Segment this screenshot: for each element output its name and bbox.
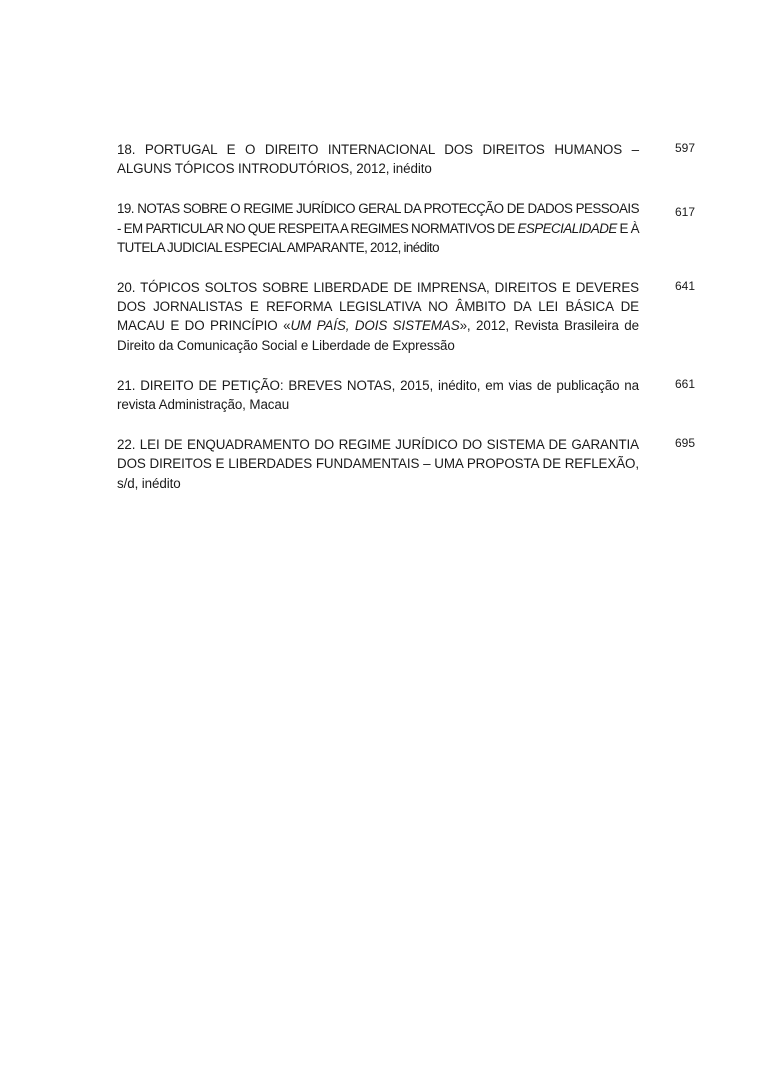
toc-entry-title [117, 199, 639, 257]
toc-entry-21 [117, 376, 695, 414]
toc-entry-title [117, 435, 639, 493]
toc-entry-page-number: 597 [674, 141, 695, 155]
table-of-contents [117, 140, 695, 514]
toc-entry-title [117, 376, 639, 414]
toc-entry-text: 20. TÓPICOS SOLTOS SOBRE LIBERDADE DE IMPRENSA, DIREITOS E DEVERES DOS JORNALISTAS E REFORMA LEGISLATIVA NO ÂMBITO DA LEI BÁSICA DE MACAU E DO PRINCÍPIO « [117, 280, 639, 334]
toc-entry-18 [117, 140, 695, 178]
toc-entry-title [117, 278, 639, 355]
toc-entry-19 [117, 199, 695, 257]
toc-entry-page-number: 641 [674, 279, 695, 294]
toc-entry-title [117, 140, 639, 178]
toc-entry-text: 22. LEI DE ENQUADRAMENTO DO REGIME JURÍDICO DO SISTEMA DE GARANTIA DOS DIREITOS E LIBERDADES FUNDAMENTAIS – UMA PROPOSTA DE REFLEXÃO, s/d, inédito [117, 437, 639, 491]
toc-entry-text: 18. PORTUGAL E O DIREITO INTERNACIONAL DOS DIREITOS HUMANOS – ALGUNS TÓPICOS INTRODUTÓRIOS, 2012, inédito [117, 142, 639, 177]
toc-entry-22 [117, 435, 695, 493]
toc-entry-text: 21. DIREITO DE PETIÇÃO: BREVES NOTAS, 2015, inédito, em vias de publicação na revista Administração, Macau [117, 377, 639, 413]
toc-entry-text: E À TUTELA JUDICIAL ESPECIAL AMPARANTE, 2012, inédito [117, 220, 640, 255]
toc-entry-page-number: 695 [674, 436, 695, 451]
toc-entry-text: 19. NOTAS SOBRE O REGIME JURÍDICO GERAL DA PROTECÇÃO DE DADOS PESSOAIS - EM PARTICULAR NO QUE RESPEITA A REGIMES NORMATIVOS DE [117, 201, 639, 236]
toc-entry-page-number: 661 [674, 376, 695, 391]
toc-entry-text: », 2012, Revista Brasileira de Direito da Comunicação Social e Liberdade de Expressão [117, 318, 639, 353]
toc-entry-italic-text: UM PAÍS, DOIS SISTEMAS [290, 318, 460, 334]
toc-entry-20 [117, 278, 695, 355]
toc-entry-page-number: 617 [674, 205, 695, 220]
toc-entry-italic-text: ESPECIALIDADE [517, 220, 617, 236]
